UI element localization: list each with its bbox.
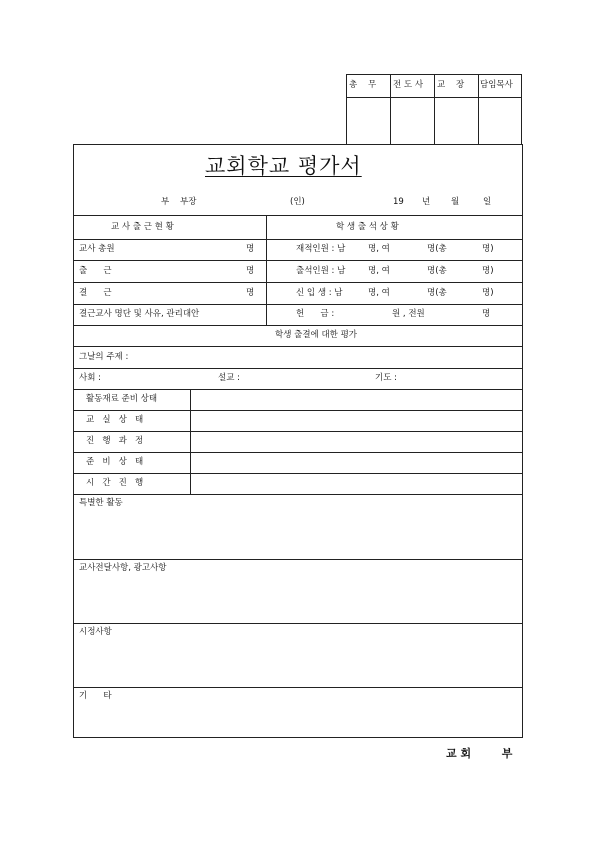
eval-input-materials[interactable] <box>192 391 521 409</box>
evaluation-form <box>73 144 523 738</box>
prayer-label: 기도 : <box>375 373 397 383</box>
teacher-total-unit: 명 <box>246 244 255 254</box>
absence-reason-label: 결근교사 명단 및 사유, 관리대안 <box>79 309 200 319</box>
day-unit: 일 <box>483 197 492 207</box>
enrolled-male-unit: 명, 여 <box>368 244 390 254</box>
offering-won-label: 원 , 전원 <box>392 309 425 319</box>
host-label: 사회 : <box>79 373 101 383</box>
approval-header-4: 담임목사 <box>480 80 513 90</box>
enrolled-female-unit: 명(총 <box>427 244 447 254</box>
eval-input-progress[interactable] <box>192 433 521 451</box>
eval-input-timing[interactable] <box>192 475 521 493</box>
year-unit: 년 <box>422 197 431 207</box>
attending-label: 출석인원 : 남 <box>296 266 346 276</box>
special-activities-area[interactable] <box>75 511 521 558</box>
eval-row-preparation: 준 비 상 태 <box>86 457 144 467</box>
eval-input-preparation[interactable] <box>192 454 521 472</box>
corrections-label: 시정사항 <box>79 627 112 637</box>
eval-row-classroom: 교 실 상 태 <box>86 415 144 425</box>
eval-input-classroom[interactable] <box>192 412 521 430</box>
footer-church-dept: 교 회 부 <box>446 747 513 760</box>
newcomer-female-unit: 명(총 <box>427 288 447 298</box>
approval-header-3: 교 장 <box>437 80 465 90</box>
teacher-present-label: 출 근 <box>79 266 112 276</box>
eval-row-timing: 시 간 진 행 <box>86 478 144 488</box>
special-activities-label: 특별한 활동 <box>79 498 123 508</box>
teacher-absent-label: 결 근 <box>79 288 112 298</box>
other-area[interactable] <box>75 704 521 736</box>
approval-header-2: 전 도 사 <box>393 80 424 90</box>
attendance-eval-label: 학생 출결에 대한 평가 <box>275 330 358 340</box>
approval-sign-cell-4[interactable] <box>479 98 521 144</box>
other-label: 기 타 <box>79 691 112 701</box>
student-status-header: 학 생 출 석 상 황 <box>336 222 399 232</box>
newcomer-total-unit: 명) <box>482 288 494 298</box>
newcomer-label: 신 입 생 : 남 <box>296 288 343 298</box>
approval-sign-cell-1[interactable] <box>347 98 390 144</box>
enrolled-total-unit: 명) <box>482 244 494 254</box>
attending-total-unit: 명) <box>482 266 494 276</box>
seal-label: (인) <box>290 197 305 207</box>
teacher-notices-label: 교사전달사항, 광고사항 <box>79 563 167 573</box>
enrolled-label: 재적인원 : 남 <box>296 244 346 254</box>
offering-person-unit: 명 <box>482 309 491 319</box>
newcomer-male-unit: 명, 여 <box>368 288 390 298</box>
dept-head-label: 부 부장 <box>161 197 197 207</box>
year-value: 19 <box>393 197 404 207</box>
approval-sign-cell-3[interactable] <box>435 98 478 144</box>
attending-female-unit: 명(총 <box>427 266 447 276</box>
teacher-notices-area[interactable] <box>75 576 521 622</box>
teacher-present-unit: 명 <box>246 266 255 276</box>
corrections-area[interactable] <box>75 640 521 686</box>
sermon-label: 설교 : <box>218 373 240 383</box>
eval-row-progress: 진 행 과 정 <box>86 436 144 446</box>
attending-male-unit: 명, 여 <box>368 266 390 276</box>
teacher-absent-unit: 명 <box>246 288 255 298</box>
approval-header-1: 총 무 <box>349 80 377 90</box>
approval-stamp-table <box>346 74 522 144</box>
offering-label: 헌 금 : <box>296 309 335 319</box>
teacher-status-header: 교 사 출 근 현 황 <box>111 222 174 232</box>
page-title: 교회학교 평가서 <box>205 154 362 178</box>
teacher-total-label: 교사 총원 <box>79 244 115 254</box>
eval-row-materials: 활동재료 준비 상태 <box>86 394 158 404</box>
theme-label: 그날의 주제 : <box>79 352 129 362</box>
approval-sign-cell-2[interactable] <box>391 98 434 144</box>
month-unit: 월 <box>451 197 460 207</box>
